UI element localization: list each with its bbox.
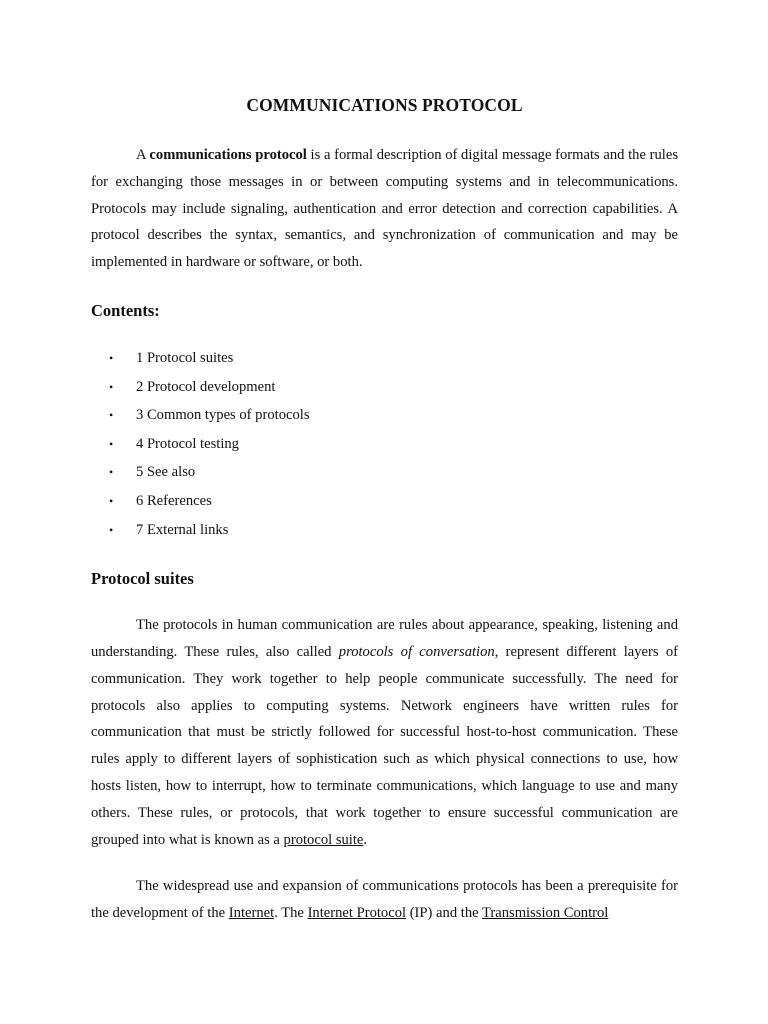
contents-item-label: 2 Protocol development	[136, 378, 276, 395]
paragraph-text: The protocols in human communication are rules about appearance, speaking, listening and understanding. These rules, also called	[91, 617, 678, 660]
document-page	[91, 94, 678, 927]
bullet-icon: •	[109, 493, 114, 508]
paragraph-text: (IP) and the	[406, 905, 482, 922]
bullet-icon: •	[109, 408, 114, 423]
paragraph-text: The widespread use and expansion of communications protocols has been a prerequisite for the development of the	[91, 878, 678, 922]
contents-item-4[interactable]	[91, 430, 678, 459]
bullet-icon: •	[109, 465, 114, 480]
document-title: COMMUNICATIONS PROTOCOL	[246, 95, 523, 115]
contents-item-label: 5 See also	[136, 464, 196, 481]
protocol-suites-paragraph-2	[91, 873, 678, 927]
contents-item-6[interactable]	[91, 487, 678, 516]
contents-item-label: 6 References	[136, 492, 212, 509]
bullet-icon: •	[109, 379, 114, 394]
intro-bold-term: communications protocol	[149, 147, 307, 163]
contents-item-label: 1 Protocol suites	[136, 349, 234, 366]
intro-rest: is a formal description of digital message formats and the rules for exchanging those messages in or between computing systems and in telecommunications. Protocols may include signaling, authentication and error detection and correction capabilities. A protocol describes the syntax, semantics, and synchronization of communication and may be implemented in hardware or software, or both.	[91, 147, 679, 271]
intro-lead: A	[136, 147, 150, 163]
contents-item-3[interactable]	[91, 401, 678, 430]
contents-item-label: 7 External links	[136, 521, 229, 538]
bullet-icon: •	[109, 350, 114, 365]
contents-item-5[interactable]	[91, 458, 678, 487]
internet-link[interactable]: Internet	[228, 905, 275, 922]
contents-item-1[interactable]	[91, 344, 678, 373]
contents-item-7[interactable]	[91, 516, 678, 545]
protocol-suite-link[interactable]: protocol suite	[283, 831, 364, 848]
bullet-icon: •	[109, 436, 114, 451]
protocol-suites-paragraph-1	[91, 612, 678, 853]
bullet-icon: •	[109, 522, 114, 537]
italic-term: protocols of conversation	[338, 643, 495, 660]
contents-heading: Contents:	[91, 300, 160, 320]
paragraph-text: .	[363, 831, 368, 848]
intro-paragraph	[91, 142, 678, 276]
internet-protocol-link[interactable]: Internet Protocol	[307, 905, 407, 922]
paragraph-text: , represent different layers of communication. They work together to help people communicate successfully. The need for protocols also applies to computing systems. Network engineers have written rules for communication that must be strictly followed for successful host-to-host communication. These rules apply to different layers of sophistication such as which physical connections to use, how hosts listen, how to interrupt, how to terminate communications, which language to use and many others. These rules, or protocols, that work together to ensure successful communication are grouped into what is known as a	[91, 643, 678, 848]
paragraph-text: . The	[274, 905, 308, 922]
contents-item-2[interactable]	[91, 373, 678, 402]
contents-list	[91, 344, 678, 544]
contents-item-label: 4 Protocol testing	[136, 435, 239, 452]
contents-item-label: 3 Common types of protocols	[136, 407, 310, 424]
transmission-control-link[interactable]: Transmission Control	[481, 905, 609, 922]
protocol-suites-heading: Protocol suites	[91, 569, 194, 589]
